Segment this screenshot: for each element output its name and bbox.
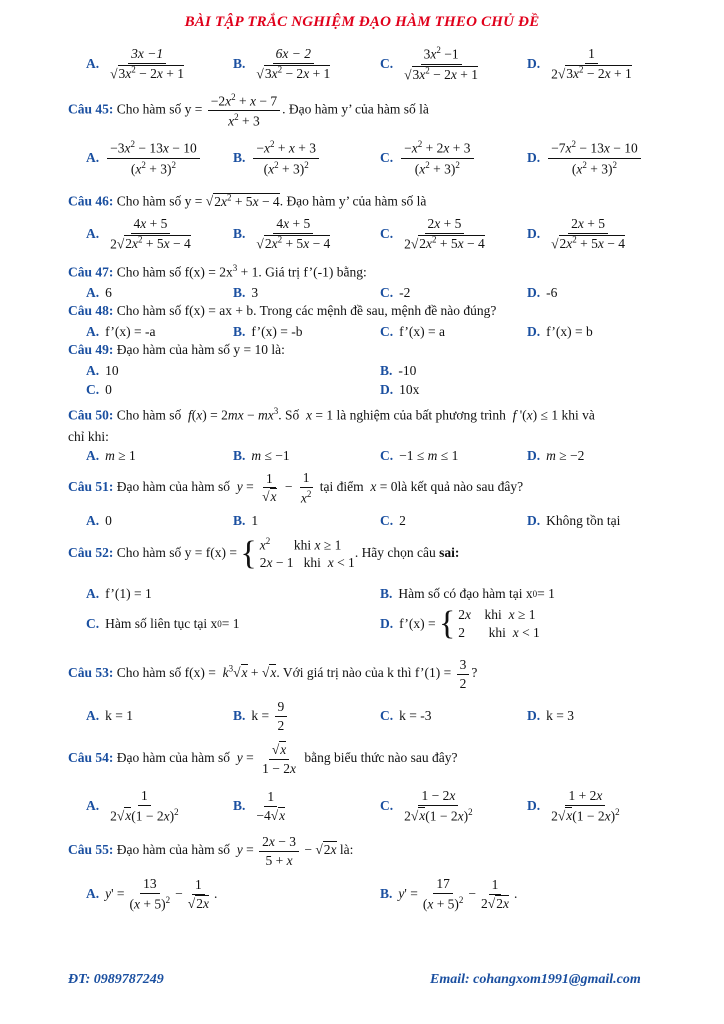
options-row	[86, 786, 686, 826]
options-row	[86, 874, 686, 914]
option-b: B. -10	[380, 362, 417, 378]
options-row	[86, 322, 686, 341]
option-b: B. k = $\frac{9}{2}$	[233, 696, 289, 736]
option-b: B. $\frac{-x^2 + x + 3}{(x^2 + 3)^2}$	[233, 138, 321, 178]
option-c: C. $\frac{2x + 5}{2√2x^2 + 5x - 4}$	[380, 216, 485, 252]
option-b: B. $\frac{1}{-4√x}$	[233, 788, 286, 823]
option-a: A. $\frac{-3x^2 - 13x - 10}{(x^2 + 3)^2}$	[86, 138, 202, 178]
question-54: Câu 54: Đạo hàm của hàm số y = $\frac{√x}{1 - 2x}$ bằng biểu thức nào sau đây?	[68, 742, 458, 776]
question-52: Câu 52: Cho hàm số y = f(x) = { $x^2$ khi x ≥ 1 2x − 1 khi x < 1 . Hãy chọn câu sai:	[68, 534, 460, 572]
options-row	[86, 214, 686, 254]
options-row	[86, 511, 686, 530]
option-a: A. f’(1) = 1	[86, 585, 152, 601]
option-c: C. −1 ≤ m ≤ 1	[380, 447, 459, 463]
question-48: Câu 48: Cho hàm số f(x) = ax + b. Trong các mệnh đề sau, mệnh đề nào đúng?	[68, 303, 497, 318]
question-49: Câu 49: Đạo hàm của hàm số y = 10 là:	[68, 342, 285, 357]
option-a: A. y ' = $\frac{13}{(x + 5)^2}$ − $\frac{1}{√2x}$ .	[86, 876, 218, 912]
question-50: Câu 50: Cho hàm số $f(x) = 2mx - mx^3$. Số x = 1 là nghiệm của bất phương trình f '(x) ≤ 1 khi và	[68, 406, 595, 423]
option-d: D. f’(x) = b	[527, 323, 593, 339]
option-a: A. f’(x) = -a	[86, 323, 156, 339]
options-row	[86, 138, 686, 178]
option-c: C. Hàm số liên tục tại x 0 = 1	[86, 616, 240, 631]
option-b: B. f’(x) = -b	[233, 323, 303, 339]
option-b: B. $\frac{4x + 5}{√2x^2 + 5x - 4}$	[233, 216, 331, 252]
options-row	[86, 584, 686, 603]
question-46: Câu 46: Cho hàm số $y = √2x^2 + 5x - 4$. Đạo hàm y’ của hàm số là	[68, 192, 427, 209]
option-b: B. 3	[233, 284, 259, 300]
question-47: Câu 47: Cho hàm số $f(x) = 2x^3 + 1$. Giá trị f’(-1) bằng:	[68, 263, 367, 280]
option-a: A. $\frac{4x + 5}{2√2x^2 + 5x - 4}$	[86, 216, 191, 252]
option-b: B. y ' = $\frac{17}{(x + 5)^2}$ − $\frac{1}{2√2x}$ .	[380, 876, 518, 912]
option-c: C. $\frac{3x^2 -1}{√3x^2 - 2x + 1}$	[380, 45, 479, 82]
option-a: A. 6	[86, 284, 112, 300]
option-d: D. -6	[527, 284, 558, 300]
footer-email[interactable]: Email: cohangxom1991@gmail.com	[430, 972, 641, 987]
option-d: D. Không tồn tại	[527, 512, 621, 528]
question-53: Câu 53: Cho hàm số $f(x) = k^3√x + √x$. Với giá trị nào của k thì f’(1) = $\frac{3}{2}$ ?	[68, 657, 478, 691]
option-a: A. $\frac{3x -1}{√3x^2 - 2x + 1}$	[86, 46, 185, 82]
option-c: C. 0	[86, 381, 112, 397]
option-a: A. m ≥ 1	[86, 447, 136, 463]
option-a: A. 0	[86, 512, 112, 528]
option-a: A. $\frac{1}{2√x(1 - 2x)^2}$	[86, 788, 179, 824]
question-51: Câu 51: Đạo hàm của hàm số y = $\frac{1}{√x}$ − $\frac{1}{x^2}$ tại điểm x = 0là kết quả nào sau đây?	[68, 470, 524, 506]
options-row	[86, 446, 686, 465]
option-b: B. $\frac{6x - 2}{√3x^2 - 2x + 1}$	[233, 46, 331, 82]
option-d: D. $\frac{1 + 2x}{2√x(1 - 2x)^2}$	[527, 788, 620, 824]
option-b: B. 1	[233, 512, 259, 528]
option-d: D. $\frac{2x + 5}{√2x^2 + 5x - 4}$	[527, 216, 626, 252]
option-d: D. f’(x) = { 2x khi x ≥ 1 2 khi x < 1	[380, 605, 540, 642]
option-b: B. m ≤ −1	[233, 447, 290, 463]
question-45: Câu 45: Cho hàm số y = $\frac{-2x^2 + x - 7}{x^2 + 3}$ . Đạo hàm y’ của hàm số là	[68, 92, 429, 129]
option-c: C. 2	[380, 512, 406, 528]
option-c: C. k = -3	[380, 708, 432, 723]
option-d: D. k = 3	[527, 708, 574, 723]
footer-phone: ĐT: 0989787249	[68, 972, 164, 987]
options-row	[86, 361, 686, 380]
options-row	[86, 283, 686, 302]
option-c: C. -2	[380, 284, 411, 300]
option-d: D. $\frac{1}{2√3x^2 - 2x + 1}$	[527, 46, 632, 82]
option-b: B. Hàm số có đạo hàm tại x 0 = 1	[380, 585, 555, 601]
option-c: C. $\frac{1 - 2x}{2√x(1 - 2x)^2}$	[380, 788, 473, 824]
options-row	[86, 380, 686, 399]
options-row	[86, 44, 686, 84]
page-header: BÀI TẬP TRẮC NGHIỆM ĐẠO HÀM THEO CHỦ ĐỀ	[184, 14, 540, 30]
option-a: A. 10	[86, 362, 119, 378]
question-55: Câu 55: Đạo hàm của hàm số y = $\frac{2x - 3}{5 + x}$ − √2x là:	[68, 834, 354, 868]
question-50-line2: chỉ khi:	[68, 429, 109, 444]
options-row	[86, 696, 686, 736]
option-c: C. f’(x) = a	[380, 323, 445, 339]
option-d: D. 10x	[380, 381, 420, 397]
option-a: A. k = 1	[86, 708, 133, 723]
option-d: D. $\frac{-7x^2 - 13x - 10}{(x^2 + 3)^2}$	[527, 138, 643, 178]
options-row	[86, 604, 686, 644]
option-d: D. m ≥ −2	[527, 447, 585, 463]
option-c: C. $\frac{-x^2 + 2x + 3}{(x^2 + 3)^2}$	[380, 138, 476, 178]
